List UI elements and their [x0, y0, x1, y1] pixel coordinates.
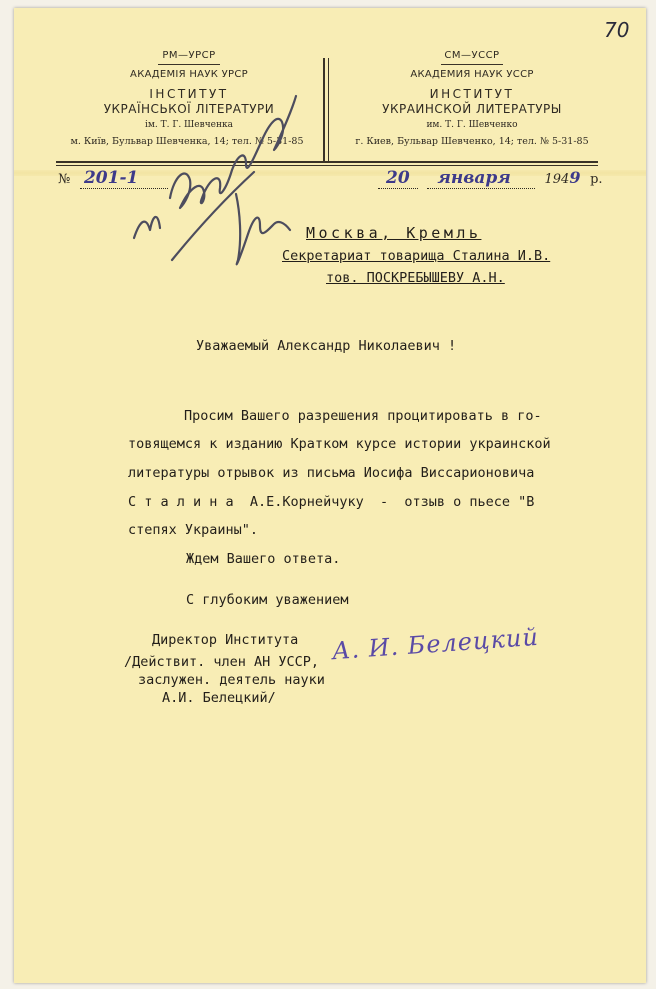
- address-line3: тов. ПОСКРЕБЫШЕВУ А.Н.: [326, 270, 505, 286]
- body-line2: товящемся к изданию Кратком курсе истории украинской: [128, 436, 551, 452]
- letterhead-right-line4: УКРАИНСКОЙ ЛИТЕРАТУРЫ: [382, 102, 562, 116]
- resolution-scribble: [128, 88, 303, 273]
- letterhead-right-line3: ИНСТИТУТ: [429, 87, 515, 101]
- closing-regards: С глубоким уважением: [186, 592, 349, 608]
- signature-line4: А.И. Белецкий/: [162, 690, 276, 706]
- handwritten-signature: А. И. Белецкий: [331, 622, 540, 666]
- letterhead-right-line2: АКАДЕМИЯ НАУК УССР: [410, 69, 534, 80]
- date-suffix: р.: [590, 172, 603, 187]
- letterhead-left-line2: АКАДЕМІЯ НАУК УРСР: [130, 69, 248, 80]
- letterhead-right-line6: г. Киев, Бульвар Шевченко, 14; тел. № 5-31-85: [355, 136, 589, 147]
- letterhead-left-line6: м. Київ, Бульвар Шевченка, 14; тел. № 5-31-85: [70, 136, 304, 147]
- date-day: 20: [378, 168, 418, 189]
- letterhead-left-line5: ім. Т. Г. Шевченка: [145, 120, 233, 130]
- body-line5: степях Украины".: [128, 522, 259, 538]
- letterhead-left-rule: [158, 64, 220, 65]
- body-line1: Просим Вашего разрешения процитировать в го-: [184, 408, 542, 424]
- letterhead-left-line1: РМ—УРСР: [162, 50, 216, 61]
- letterhead-left-line4: УКРАЇНСЬКОЇ ЛІТЕРАТУРИ: [103, 102, 275, 116]
- address-line2: Секретариат товарища Сталина И.В.: [282, 248, 551, 264]
- number-prefix: №: [58, 172, 71, 187]
- letterhead-right-rule: [441, 64, 503, 65]
- document-date: [378, 168, 603, 188]
- body-line4: С т а л и н а А.Е.Корнейчуку - отзыв о пьесе "В: [128, 494, 535, 510]
- letterhead-divider: [323, 58, 325, 162]
- closing-wait: Ждем Вашего ответа.: [186, 551, 341, 567]
- page-number: 70: [604, 18, 630, 42]
- date-year-prefix: 194: [544, 172, 570, 187]
- number-value: 201-1: [80, 168, 168, 189]
- letterhead-right-line5: им. Т. Г. Шевченко: [426, 120, 518, 130]
- letterhead-divider-thin: [328, 58, 329, 162]
- address-line1: Москва, Кремль: [306, 224, 482, 242]
- body-line3: литературы отрывок из письма Иосифа Виссарионовича: [128, 465, 535, 481]
- signature-line3: заслужен. деятель науки: [138, 672, 325, 688]
- letterhead-right: [338, 50, 606, 147]
- date-month: января: [427, 168, 535, 189]
- letterhead-right-line1: СМ—УССР: [444, 50, 500, 61]
- date-year-suffix: 9: [569, 168, 581, 187]
- salutation: Уважаемый Александр Николаевич !: [196, 338, 457, 354]
- signature-line1: Директор Института: [152, 632, 299, 648]
- signature-line2: /Действит. член АН УССР,: [124, 654, 320, 670]
- letterhead-left-line3: ІНСТИТУТ: [149, 87, 229, 101]
